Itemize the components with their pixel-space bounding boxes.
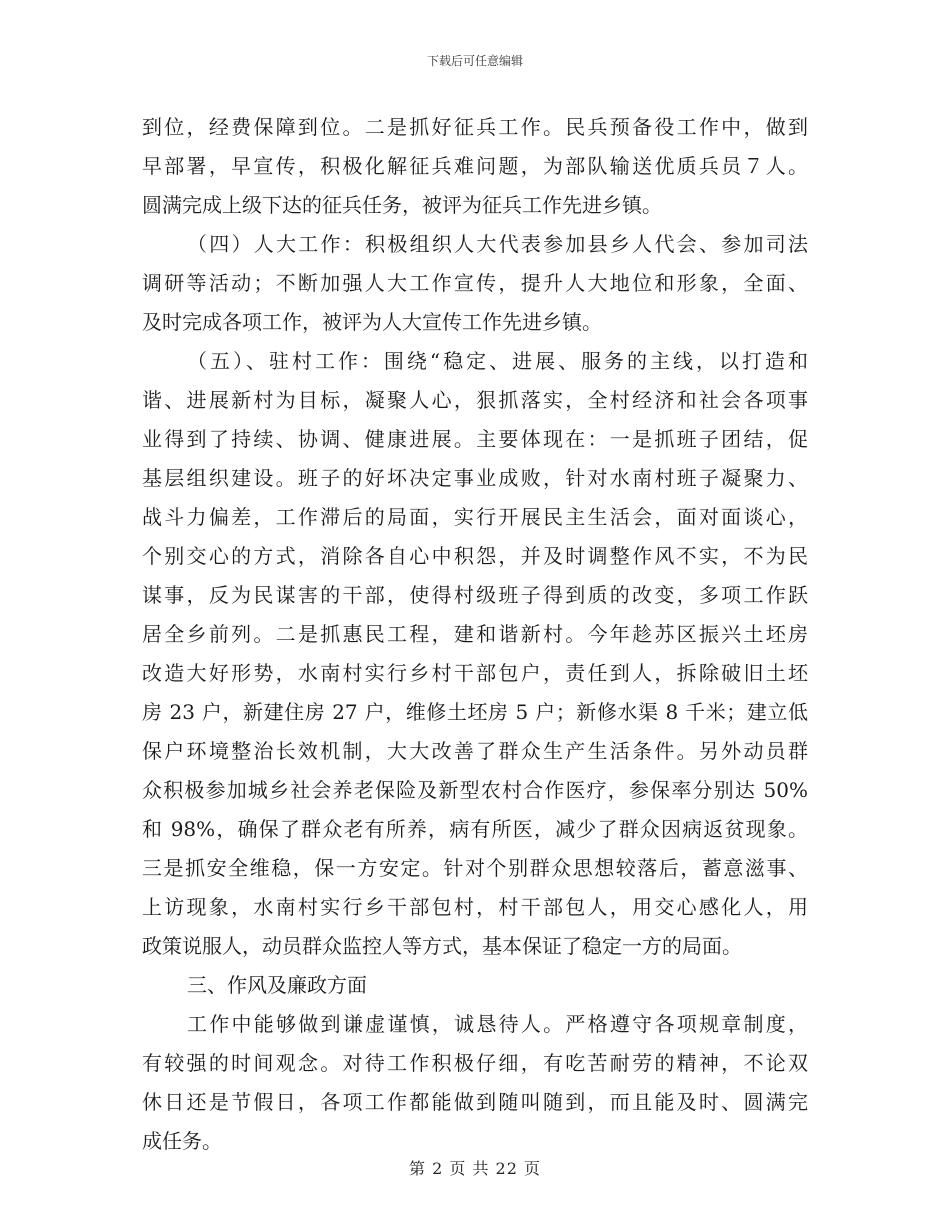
page-number-footer: 第 2 页 共 22 页	[409, 1159, 541, 1178]
body-text-line: 业得到了持续、协调、健康进展。主要体现在：一是抓班子团结，促	[142, 427, 808, 451]
body-text-line: 三、作风及廉政方面	[187, 973, 367, 997]
body-text-line: 战斗力偏差，工作滞后的局面，实行开展民主生活会，面对面谈心，	[142, 505, 808, 529]
document-body	[142, 108, 808, 1161]
body-text-line: 政策说服人，动员群众监控人等方式，基本保证了稳定一方的局面。	[142, 934, 742, 958]
body-text-line: 保户环境整治长效机制，大大改善了群众生产生活条件。另外动员群	[142, 739, 808, 763]
body-text-line: 谐、进展新村为目标，凝聚人心，狠抓落实，全村经济和社会各项事	[142, 388, 808, 412]
body-text-line: 早部署，早宣传，积极化解征兵难问题，为部队输送优质兵员７人。	[142, 154, 808, 178]
body-text-line: 改造大好形势，水南村实行乡村干部包户，责任到人，拆除破旧土坯	[142, 661, 808, 685]
body-text-line: 基层组织建设。班子的好坏决定事业成败，针对水南村班子凝聚力、	[142, 466, 808, 490]
body-text-line: 上访现象，水南村实行乡干部包村，村干部包人，用交心感化人，用	[142, 895, 808, 919]
body-text-line: 谋事，反为民谋害的干部，使得村级班子得到质的改变，多项工作跃	[142, 583, 808, 607]
body-text-line: 成任务。	[142, 1129, 222, 1153]
body-text-line: 工作中能够做到谦虚谨慎，诚恳待人。严格遵守各项规章制度，	[187, 1012, 808, 1036]
body-text-line: 休日还是节假日，各项工作都能做到随叫随到，而且能及时、圆满完	[142, 1090, 808, 1114]
body-text-line: 到位，经费保障到位。二是抓好征兵工作。民兵预备役工作中，做到	[142, 115, 808, 139]
page-header-note: 下载后可任意编辑	[426, 54, 523, 68]
body-text-line: 有较强的时间观念。对待工作积极仔细，有吃苦耐劳的精神，不论双	[142, 1051, 808, 1075]
body-text-line: 和 98%，确保了群众老有所养，病有所医，减少了群众因病返贫现象。	[142, 817, 808, 841]
body-text-line: 圆满完成上级下达的征兵任务，被评为征兵工作先进乡镇。	[142, 193, 662, 217]
body-text-line: 三是抓安全维稳，保一方安定。针对个别群众思想较落后，蓄意滋事、	[142, 856, 808, 880]
body-text-line: 居全乡前列。二是抓惠民工程，建和谐新村。今年趁苏区振兴土坯房	[142, 622, 808, 646]
body-text-line: 调研等活动；不断加强人大工作宣传，提升人大地位和形象，全面、	[142, 271, 808, 295]
body-text-line: （四）人大工作：积极组织人大代表参加县乡人代会、参加司法	[187, 232, 808, 256]
body-text-line: 众积极参加城乡社会养老保险及新型农村合作医疗，参保率分别达 50%	[142, 778, 808, 802]
body-text-line: 个别交心的方式，消除各自心中积怨，并及时调整作风不实，不为民	[142, 544, 808, 568]
body-text-line: 房 23 户，新建住房 27 户，维修土坯房 5 户；新修水渠 8 千米；建立低	[142, 700, 808, 724]
body-text-line: （五）、驻村工作：围绕“稳定、进展、服务的主线，以打造和	[187, 349, 808, 373]
body-text-line: 及时完成各项工作，被评为人大宣传工作先进乡镇。	[142, 310, 602, 334]
